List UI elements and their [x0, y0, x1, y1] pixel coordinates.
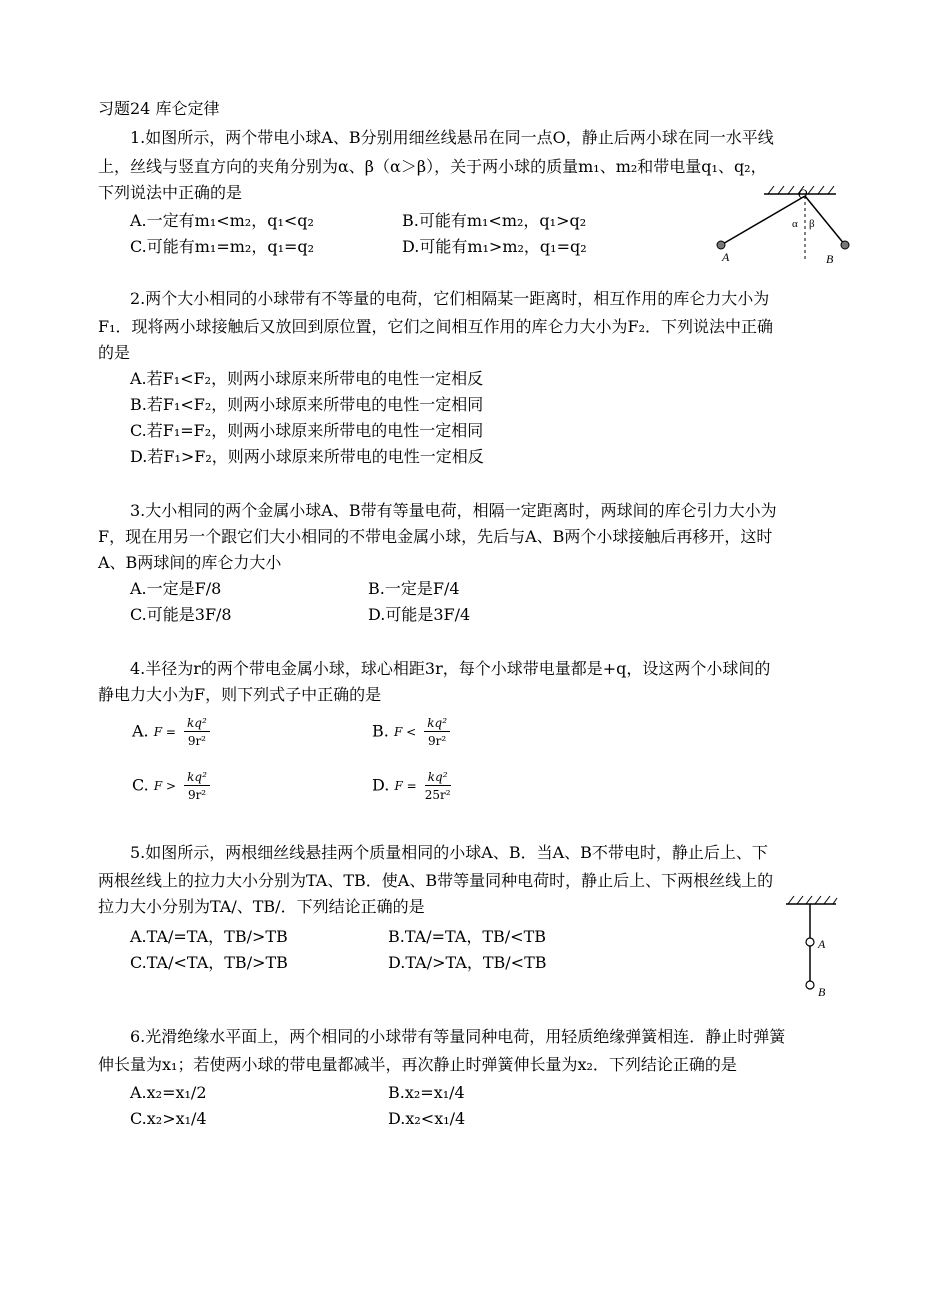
q3-line-3: A、B两球间的库仑力大小 — [98, 553, 282, 572]
q4-c-fraction — [184, 770, 210, 802]
q5-option-d[interactable]: D.TA/>TA，TB/<TB — [388, 953, 547, 972]
q5-line-1: 5.如图所示，两根细丝线悬挂两个质量相同的小球A、B．当A、B不带电时，静止后上、下 — [130, 843, 768, 862]
q6-line-2: 伸长量为x₁；若使两小球的带电量都减半，再次静止时弹簧伸长量为x₂．下列结论正确的是 — [98, 1055, 737, 1074]
label-o: O — [798, 186, 808, 201]
ball-a — [806, 938, 814, 946]
q4-d-numerator: kq² — [425, 770, 451, 786]
q3-line-1: 3.大小相同的两个金属小球A、B带有等量电荷，相隔一定距离时，两球间的库仑引力大小为 — [130, 501, 777, 520]
q3-option-b[interactable]: B.一定是F/4 — [368, 579, 460, 598]
q4-option-b[interactable] — [372, 716, 450, 748]
q4-c-numerator: kq² — [184, 770, 210, 786]
q4-b-rel: F < — [393, 725, 417, 739]
q1-option-d[interactable]: D.可能有m₁>m₂，q₁=q₂ — [402, 237, 587, 256]
q4-option-c[interactable] — [132, 770, 210, 802]
q4-d-denominator: 25r² — [424, 788, 451, 802]
q3-line-2: F，现在用另一个跟它们大小相同的不带电金属小球，先后与A、B两个小球接触后再移开，这时 — [98, 527, 773, 546]
label-a: A — [818, 937, 826, 951]
q6-option-b[interactable]: B.x₂=x₁/4 — [388, 1083, 465, 1102]
label-b: B — [826, 252, 834, 266]
q5-hanging-balls-figure — [780, 888, 850, 1008]
q4-c-label: C. — [132, 775, 149, 795]
q4-line-2: 静电力大小为F，则下列式子中正确的是 — [98, 685, 382, 704]
q2-option-a[interactable]: A.若F₁<F₂，则两小球原来所带电的电性一定相反 — [130, 369, 484, 388]
ball-b — [841, 241, 849, 249]
q6-option-c[interactable]: C.x₂>x₁/4 — [130, 1109, 207, 1128]
q4-a-rel: F = — [153, 725, 176, 739]
q1-pendulum-figure — [710, 182, 860, 272]
q4-option-d[interactable] — [372, 770, 451, 802]
q6-option-d[interactable]: D.x₂<x₁/4 — [388, 1109, 466, 1128]
q4-b-numerator: kq² — [424, 716, 450, 732]
q2-line-3: 的是 — [98, 343, 131, 362]
q2-option-b[interactable]: B.若F₁<F₂，则两小球原来所带电的电性一定相同 — [130, 395, 484, 414]
ceiling-hatch — [788, 896, 837, 904]
q4-b-label: B. — [372, 721, 389, 741]
q3-option-d[interactable]: D.可能是3F/4 — [368, 605, 471, 624]
q2-line-2: F₁．现将两小球接触后又放回到原位置，它们之间相互作用的库仑力大小为F₂．下列说法中正确 — [98, 317, 774, 336]
q2-option-d[interactable]: D.若F₁>F₂，则两小球原来所带电的电性一定相反 — [130, 447, 484, 466]
q5-option-b[interactable]: B.TA/=TA，TB/<TB — [388, 927, 547, 946]
label-beta: β — [809, 218, 815, 230]
ball-a — [717, 241, 725, 249]
label-a: A — [722, 250, 730, 264]
q5-option-c[interactable]: C.TA/<TA，TB/>TB — [130, 953, 288, 972]
q2-line-1: 2.两个大小相同的小球带有不等量的电荷，它们相隔某一距离时，相互作用的库仑力大小为 — [130, 289, 770, 308]
q5-option-a[interactable]: A.TA/=TA，TB/>TB — [130, 927, 288, 946]
q1-line-3: 下列说法中正确的是 — [98, 183, 243, 202]
q4-c-rel: F > — [153, 779, 177, 793]
q4-d-fraction — [425, 770, 451, 802]
q4-b-denominator: 9r² — [428, 734, 447, 748]
q4-a-label: A. — [132, 721, 149, 741]
q4-a-fraction — [184, 716, 210, 748]
q6-line-1: 6.光滑绝缘水平面上，两个相同的小球带有等量同种电荷，用轻质绝缘弹簧相连．静止时弹簧 — [130, 1027, 786, 1046]
q4-d-rel: F = — [394, 779, 417, 793]
q4-option-a[interactable] — [132, 716, 210, 748]
label-alpha: α — [792, 218, 798, 230]
q1-line-1: 1.如图所示，两个带电小球A、B分别用细丝线悬吊在同一点O，静止后两小球在同一水平线 — [130, 128, 774, 147]
q4-a-numerator: kq² — [184, 716, 210, 732]
q1-option-b[interactable]: B.可能有m₁<m₂，q₁>q₂ — [402, 211, 587, 230]
ball-b — [806, 981, 814, 989]
q1-option-c[interactable]: C.可能有m₁=m₂，q₁=q₂ — [130, 237, 315, 256]
q4-a-denominator: 9r² — [187, 734, 206, 748]
q1-option-a[interactable]: A.一定有m₁<m₂，q₁<q₂ — [130, 211, 314, 230]
q4-c-denominator: 9r² — [187, 788, 207, 802]
label-b: B — [818, 985, 826, 999]
q5-line-3: 拉力大小分别为TA/、TB/．下列结论正确的是 — [98, 897, 425, 916]
q4-b-fraction — [424, 716, 450, 748]
q3-option-c[interactable]: C.可能是3F/8 — [130, 605, 232, 624]
q4-d-label: D. — [372, 775, 390, 795]
q5-line-2: 两根丝线上的拉力大小分别为TA、TB．使A、B带等量同种电荷时，静止后上、下两根丝线上的 — [98, 871, 774, 890]
q1-line-2: 上，丝线与竖直方向的夹角分别为α、β（α＞β），关于两小球的质量m₁、m₂和带电量q₁、q₂， — [98, 157, 767, 176]
q2-option-c[interactable]: C.若F₁=F₂，则两小球原来所带电的电性一定相同 — [130, 421, 484, 440]
page-title: 习题24 库仑定律 — [98, 99, 220, 118]
q6-option-a[interactable]: A.x₂=x₁/2 — [130, 1083, 207, 1102]
q4-line-1: 4.半径为r的两个带电金属小球，球心相距3r，每个小球带电量都是+q，设这两个小球间的 — [130, 659, 771, 678]
q3-option-a[interactable]: A.一定是F/8 — [130, 579, 222, 598]
